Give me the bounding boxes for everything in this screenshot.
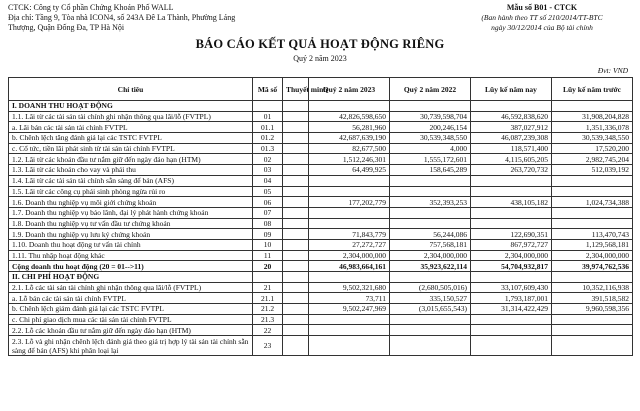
- cell-name: 1.4. Lãi từ các tài sản tài chính sẵn sàng để bán (AFS): [9, 175, 253, 186]
- cell-ytd-2022: 39,974,762,536: [552, 261, 633, 272]
- cell-code: 09: [253, 229, 283, 240]
- cell-ytd-2022: [552, 272, 633, 283]
- cell-q2-2023: 46,983,664,161: [309, 261, 390, 272]
- cell-q2-2022: [390, 175, 471, 186]
- cell-q2-2023: 64,499,925: [309, 165, 390, 176]
- cell-ytd-2023: [471, 272, 552, 283]
- cell-note: [283, 111, 309, 122]
- cell-note: [283, 133, 309, 144]
- cell-note: [283, 122, 309, 133]
- cell-code: 03: [253, 165, 283, 176]
- table-row: [9, 239, 633, 250]
- cell-q2-2023: 56,281,960: [309, 122, 390, 133]
- cell-q2-2022: [390, 186, 471, 197]
- cell-q2-2022: [390, 207, 471, 218]
- cell-ytd-2022: 10,352,116,938: [552, 282, 633, 293]
- cell-note: [283, 304, 309, 315]
- cell-ytd-2022: [552, 325, 633, 336]
- cell-q2-2022: 352,393,253: [390, 197, 471, 208]
- cell-ytd-2022: 9,960,598,356: [552, 304, 633, 315]
- col-header-ytd-2023: Lũy kế năm nay: [471, 78, 552, 101]
- cell-q2-2023: [309, 272, 390, 283]
- cell-q2-2023: 42,826,598,650: [309, 111, 390, 122]
- table-row: [9, 165, 633, 176]
- cell-code: 01.2: [253, 133, 283, 144]
- cell-code: 01: [253, 111, 283, 122]
- cell-ytd-2022: 31,908,204,828: [552, 111, 633, 122]
- cell-note: [283, 186, 309, 197]
- table-row: [9, 122, 633, 133]
- cell-ytd-2023: 438,105,182: [471, 197, 552, 208]
- cell-q2-2022: 200,246,154: [390, 122, 471, 133]
- cell-q2-2022: [390, 218, 471, 229]
- table-row: [9, 175, 633, 186]
- cell-q2-2023: 73,711: [309, 293, 390, 304]
- cell-code: 21.1: [253, 293, 283, 304]
- col-header-name: Chỉ tiêu: [9, 78, 253, 101]
- table-row: [9, 111, 633, 122]
- cell-ytd-2022: 113,470,743: [552, 229, 633, 240]
- cell-q2-2022: 30,539,348,550: [390, 133, 471, 144]
- cell-ytd-2023: [471, 314, 552, 325]
- cell-ytd-2022: [552, 186, 633, 197]
- cell-name: 1.3. Lãi từ các khoản cho vay và phải thu: [9, 165, 253, 176]
- cell-name: a. Lãi bán các tài sản tài chính FVTPL: [9, 122, 253, 133]
- cell-q2-2023: [309, 101, 390, 112]
- report-title: BÁO CÁO KẾT QUẢ HOẠT ĐỘNG RIÊNG: [195, 37, 445, 51]
- cell-code: 07: [253, 207, 283, 218]
- cell-code: 01.3: [253, 143, 283, 154]
- cell-note: [283, 250, 309, 261]
- cell-note: [283, 336, 309, 356]
- cell-q2-2022: (3,015,655,543): [390, 304, 471, 315]
- cell-q2-2022: [390, 314, 471, 325]
- cell-q2-2023: [309, 325, 390, 336]
- cell-q2-2023: 9,502,321,680: [309, 282, 390, 293]
- table-row: [9, 282, 633, 293]
- cell-code: 05: [253, 186, 283, 197]
- cell-q2-2022: 158,645,289: [390, 165, 471, 176]
- cell-note: [283, 261, 309, 272]
- cell-name: 1.2. Lãi từ các khoản đầu tư nắm giữ đến ngày đáo hạn (HTM): [9, 154, 253, 165]
- cell-q2-2023: 82,677,500: [309, 143, 390, 154]
- cell-q2-2022: [390, 325, 471, 336]
- col-header-note: Thuyết minh: [283, 78, 309, 101]
- cell-code: 23: [253, 336, 283, 356]
- cell-name: 1.7. Doanh thu nghiệp vụ bảo lãnh, đại lý phát hành chứng khoán: [9, 207, 253, 218]
- cell-note: [283, 197, 309, 208]
- cell-q2-2023: 2,304,000,000: [309, 250, 390, 261]
- cell-q2-2022: 4,000: [390, 143, 471, 154]
- cell-ytd-2023: [471, 186, 552, 197]
- cell-code: 04: [253, 175, 283, 186]
- cell-q2-2022: [390, 272, 471, 283]
- cell-name: c. Cổ tức, tiền lãi phát sinh từ tài sản tài chính FVTPL: [9, 143, 253, 154]
- cell-q2-2022: 35,923,622,114: [390, 261, 471, 272]
- cell-ytd-2022: 1,024,734,388: [552, 197, 633, 208]
- cell-note: [283, 218, 309, 229]
- cell-ytd-2022: 17,520,200: [552, 143, 633, 154]
- income-statement-table: [8, 77, 633, 356]
- cell-ytd-2022: [552, 207, 633, 218]
- col-header-code: Mã số: [253, 78, 283, 101]
- cell-code: 20: [253, 261, 283, 272]
- cell-q2-2023: 27,272,727: [309, 239, 390, 250]
- cell-ytd-2023: [471, 336, 552, 356]
- cell-note: [283, 207, 309, 218]
- cell-q2-2022: 757,568,181: [390, 239, 471, 250]
- cell-code: 08: [253, 218, 283, 229]
- cell-note: [283, 282, 309, 293]
- cell-q2-2023: [309, 336, 390, 356]
- table-row: [9, 154, 633, 165]
- cell-q2-2022: 30,739,598,704: [390, 111, 471, 122]
- table-row: [9, 133, 633, 144]
- table-row: [9, 336, 633, 356]
- cell-note: [283, 314, 309, 325]
- cell-note: [283, 293, 309, 304]
- table-row: [9, 293, 633, 304]
- cell-ytd-2022: [552, 314, 633, 325]
- cell-q2-2022: 1,555,172,601: [390, 154, 471, 165]
- cell-q2-2023: [309, 186, 390, 197]
- cell-q2-2023: 9,502,247,969: [309, 304, 390, 315]
- cell-code: 11: [253, 250, 283, 261]
- currency-unit: Đvt: VND: [597, 66, 628, 75]
- cell-ytd-2023: [471, 325, 552, 336]
- cell-ytd-2023: 867,972,727: [471, 239, 552, 250]
- company-address-line2: Thượng, Quận Đống Đa, TP Hà Nội: [8, 23, 125, 32]
- col-header-q2-2023: Quý 2 năm 2023: [309, 78, 390, 101]
- cell-ytd-2022: 512,039,192: [552, 165, 633, 176]
- cell-ytd-2023: [471, 207, 552, 218]
- table-row: [9, 250, 633, 261]
- cell-note: [283, 143, 309, 154]
- cell-ytd-2023: 1,793,187,001: [471, 293, 552, 304]
- cell-name: c. Chi phí giao dịch mua các tài sản tài chính FVTPL: [9, 314, 253, 325]
- cell-ytd-2023: 387,027,912: [471, 122, 552, 133]
- cell-name: b. Chênh lệch tăng đánh giá lại các TSTC FVTPL: [9, 133, 253, 144]
- cell-q2-2023: [309, 207, 390, 218]
- company-address-line1: Địa chỉ: Tầng 9, Tòa nhà ICON4, số 243A Đê La Thành, Phường Láng: [8, 13, 236, 22]
- cell-name: II. CHI PHÍ HOẠT ĐỘNG: [9, 272, 253, 283]
- section-header-row: [9, 272, 633, 283]
- cell-code: 21: [253, 282, 283, 293]
- cell-name: b. Chênh lệch giảm đánh giá lại các TSTC FVTPL: [9, 304, 253, 315]
- cell-code: 06: [253, 197, 283, 208]
- cell-ytd-2023: 46,592,838,620: [471, 111, 552, 122]
- cell-ytd-2023: 122,690,351: [471, 229, 552, 240]
- cell-name: 1.8. Doanh thu nghiệp vụ tư vấn đầu tư chứng khoán: [9, 218, 253, 229]
- cell-name: I. DOANH THU HOẠT ĐỘNG: [9, 101, 253, 112]
- cell-ytd-2023: [471, 175, 552, 186]
- cell-name: a. Lỗ bán các tài sản tài chính FVTPL: [9, 293, 253, 304]
- cell-ytd-2023: 54,704,932,817: [471, 261, 552, 272]
- cell-ytd-2022: 2,982,745,204: [552, 154, 633, 165]
- form-note-1: (Ban hành theo TT số 210/2014/TT-BTC: [481, 13, 603, 22]
- cell-q2-2023: 71,843,779: [309, 229, 390, 240]
- cell-ytd-2023: 2,304,000,000: [471, 250, 552, 261]
- cell-q2-2023: 1,512,246,301: [309, 154, 390, 165]
- cell-note: [283, 239, 309, 250]
- form-note-2: ngày 30/12/2014 của Bộ tài chính: [491, 23, 593, 32]
- cell-ytd-2022: [552, 218, 633, 229]
- table-row: [9, 229, 633, 240]
- cell-code: [253, 101, 283, 112]
- cell-ytd-2022: 1,129,568,181: [552, 239, 633, 250]
- cell-note: [283, 154, 309, 165]
- cell-ytd-2023: 118,571,400: [471, 143, 552, 154]
- cell-name: 1.1. Lãi từ các tài sản tài chính ghi nhận thông qua lãi/lỗ (FVTPL): [9, 111, 253, 122]
- cell-q2-2022: 335,150,527: [390, 293, 471, 304]
- report-period: Quý 2 năm 2023: [293, 54, 347, 63]
- cell-code: 01.1: [253, 122, 283, 133]
- cell-name: 2.3. Lỗ và ghi nhận chênh lệch đánh giá theo giá trị hợp lý tài sản tài chính sẵn sàng để bán (AFS) khi phân loại lại: [9, 336, 253, 356]
- cell-q2-2022: [390, 101, 471, 112]
- cell-code: 02: [253, 154, 283, 165]
- company-header: [8, 3, 338, 33]
- cell-q2-2022: (2,680,505,016): [390, 282, 471, 293]
- cell-name: 2.1. Lỗ các tài sản tài chính ghi nhận thông qua lãi/lỗ (FVTPL): [9, 282, 253, 293]
- table-row: [9, 325, 633, 336]
- cell-note: [283, 272, 309, 283]
- cell-q2-2022: [390, 336, 471, 356]
- cell-q2-2023: 177,202,779: [309, 197, 390, 208]
- cell-code: 21.3: [253, 314, 283, 325]
- cell-q2-2023: 42,687,639,190: [309, 133, 390, 144]
- cell-ytd-2022: [552, 336, 633, 356]
- cell-ytd-2022: [552, 101, 633, 112]
- col-header-q2-2022: Quý 2 năm 2022: [390, 78, 471, 101]
- cell-ytd-2023: 4,115,605,205: [471, 154, 552, 165]
- table-row: [9, 186, 633, 197]
- cell-code: 21.2: [253, 304, 283, 315]
- cell-ytd-2023: [471, 101, 552, 112]
- cell-q2-2022: 56,244,086: [390, 229, 471, 240]
- cell-name: 1.10. Doanh thu hoạt động tư vấn tài chính: [9, 239, 253, 250]
- cell-ytd-2022: 30,539,348,550: [552, 133, 633, 144]
- cell-note: [283, 101, 309, 112]
- cell-ytd-2023: 263,720,732: [471, 165, 552, 176]
- form-code: Mẫu số B01 - CTCK: [506, 3, 578, 12]
- cell-name: 1.9. Doanh thu nghiệp vụ lưu ký chứng khoán: [9, 229, 253, 240]
- cell-q2-2023: [309, 314, 390, 325]
- col-header-ytd-2022: Lũy kế năm trước: [552, 78, 633, 101]
- cell-ytd-2022: 1,351,336,078: [552, 122, 633, 133]
- table-row: [9, 207, 633, 218]
- cell-ytd-2023: [471, 218, 552, 229]
- cell-note: [283, 325, 309, 336]
- table-row: [9, 197, 633, 208]
- cell-ytd-2023: 46,087,239,308: [471, 133, 552, 144]
- table-row: [9, 304, 633, 315]
- cell-q2-2023: [309, 175, 390, 186]
- cell-code: 22: [253, 325, 283, 336]
- table-row: [9, 218, 633, 229]
- cell-code: 10: [253, 239, 283, 250]
- cell-name: 2.2. Lỗ các khoản đầu tư nắm giữ đến ngày đáo hạn (HTM): [9, 325, 253, 336]
- table-row: [9, 143, 633, 154]
- cell-note: [283, 165, 309, 176]
- section-header-row: [9, 101, 633, 112]
- table-row: [9, 314, 633, 325]
- cell-ytd-2023: 31,314,422,429: [471, 304, 552, 315]
- cell-ytd-2022: 2,304,000,000: [552, 250, 633, 261]
- company-name: CTCK: Công ty Cổ phần Chứng Khoán Phố WALL: [8, 3, 174, 12]
- cell-q2-2022: 2,304,000,000: [390, 250, 471, 261]
- table-header-row: [9, 78, 633, 101]
- cell-q2-2023: [309, 218, 390, 229]
- cell-note: [283, 229, 309, 240]
- cell-ytd-2022: 391,518,582: [552, 293, 633, 304]
- cell-note: [283, 175, 309, 186]
- cell-code: [253, 272, 283, 283]
- cell-name: Cộng doanh thu hoạt động (20 = 01-->11): [9, 261, 253, 272]
- cell-name: 1.11. Thu nhập hoạt động khác: [9, 250, 253, 261]
- cell-name: 1.6. Doanh thu nghiệp vụ môi giới chứng khoán: [9, 197, 253, 208]
- table-body: [9, 101, 633, 356]
- cell-name: 1.5. Lãi từ các công cụ phái sinh phòng ngừa rủi ro: [9, 186, 253, 197]
- total-row: [9, 261, 633, 272]
- cell-ytd-2022: [552, 175, 633, 186]
- form-header: [452, 3, 632, 33]
- cell-ytd-2023: 33,107,609,430: [471, 282, 552, 293]
